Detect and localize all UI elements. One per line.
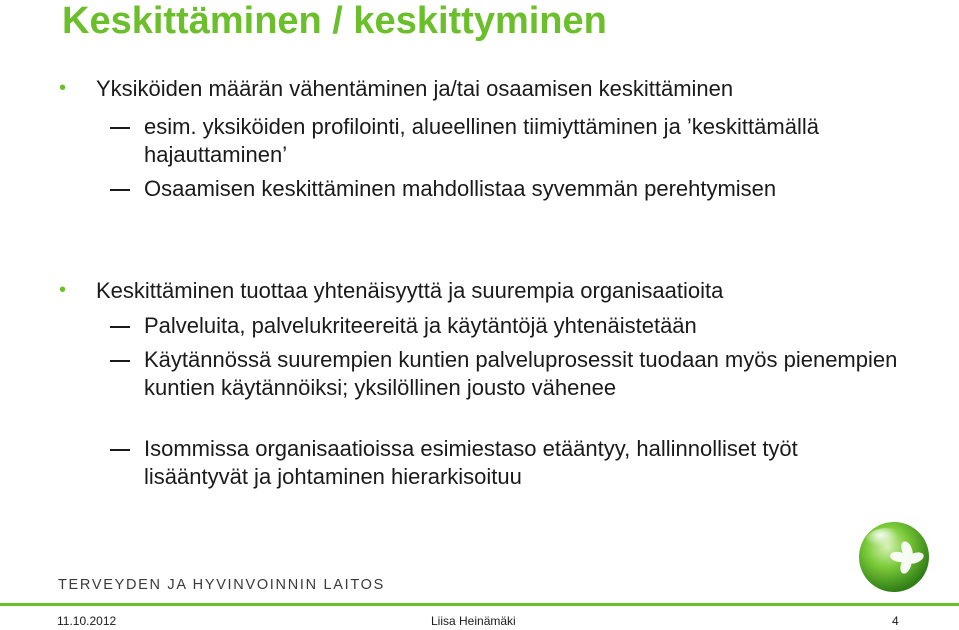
bullet-dot-icon: • (59, 77, 67, 99)
dash-icon (110, 360, 130, 362)
footer-author: Liisa Heinämäki (431, 614, 516, 628)
dash-icon (110, 326, 130, 328)
bullet-text: Yksiköiden määrän vähentäminen ja/tai osaamisen keskittäminen (96, 76, 734, 101)
sub-bullet-text: esim. yksiköiden profilointi, alueellinen tiimiyttäminen ja ’keskittämällä hajauttaminen’ (144, 114, 819, 167)
footer-divider (0, 603, 959, 606)
organization-logo-text: TERVEYDEN JA HYVINVOINNIN LAITOS (58, 577, 386, 593)
footer-page-number: 4 (892, 614, 899, 628)
slide-title: Keskittäminen / keskittyminen (62, 0, 607, 42)
bullet-text: Keskittäminen tuottaa yhtenäisyyttä ja suurempia organisaatioita (96, 278, 724, 303)
green-globe-leaf-icon (857, 520, 931, 594)
dash-icon (110, 127, 130, 129)
dash-icon (110, 449, 130, 451)
footer-date: 11.10.2012 (57, 614, 117, 628)
sub-bullet-text: Palveluita, palvelukriteereitä ja käytäntöjä yhtenäistetään (144, 313, 697, 338)
bullet-dot-icon: • (59, 279, 67, 301)
sub-bullet-text: Käytännössä suurempien kuntien palveluprosessit tuodaan myös pienempien kuntien käytännöiksi; yksilöllinen jousto vähenee (144, 347, 898, 400)
sub-bullet-text: Osaamisen keskittäminen mahdollistaa syvemmän perehtymisen (144, 176, 777, 201)
dash-icon (110, 189, 130, 191)
sub-bullet-text: Isommissa organisaatioissa esimiestaso etääntyy, hallinnolliset työt lisääntyvät ja johtaminen hierarkisoituu (144, 436, 798, 489)
